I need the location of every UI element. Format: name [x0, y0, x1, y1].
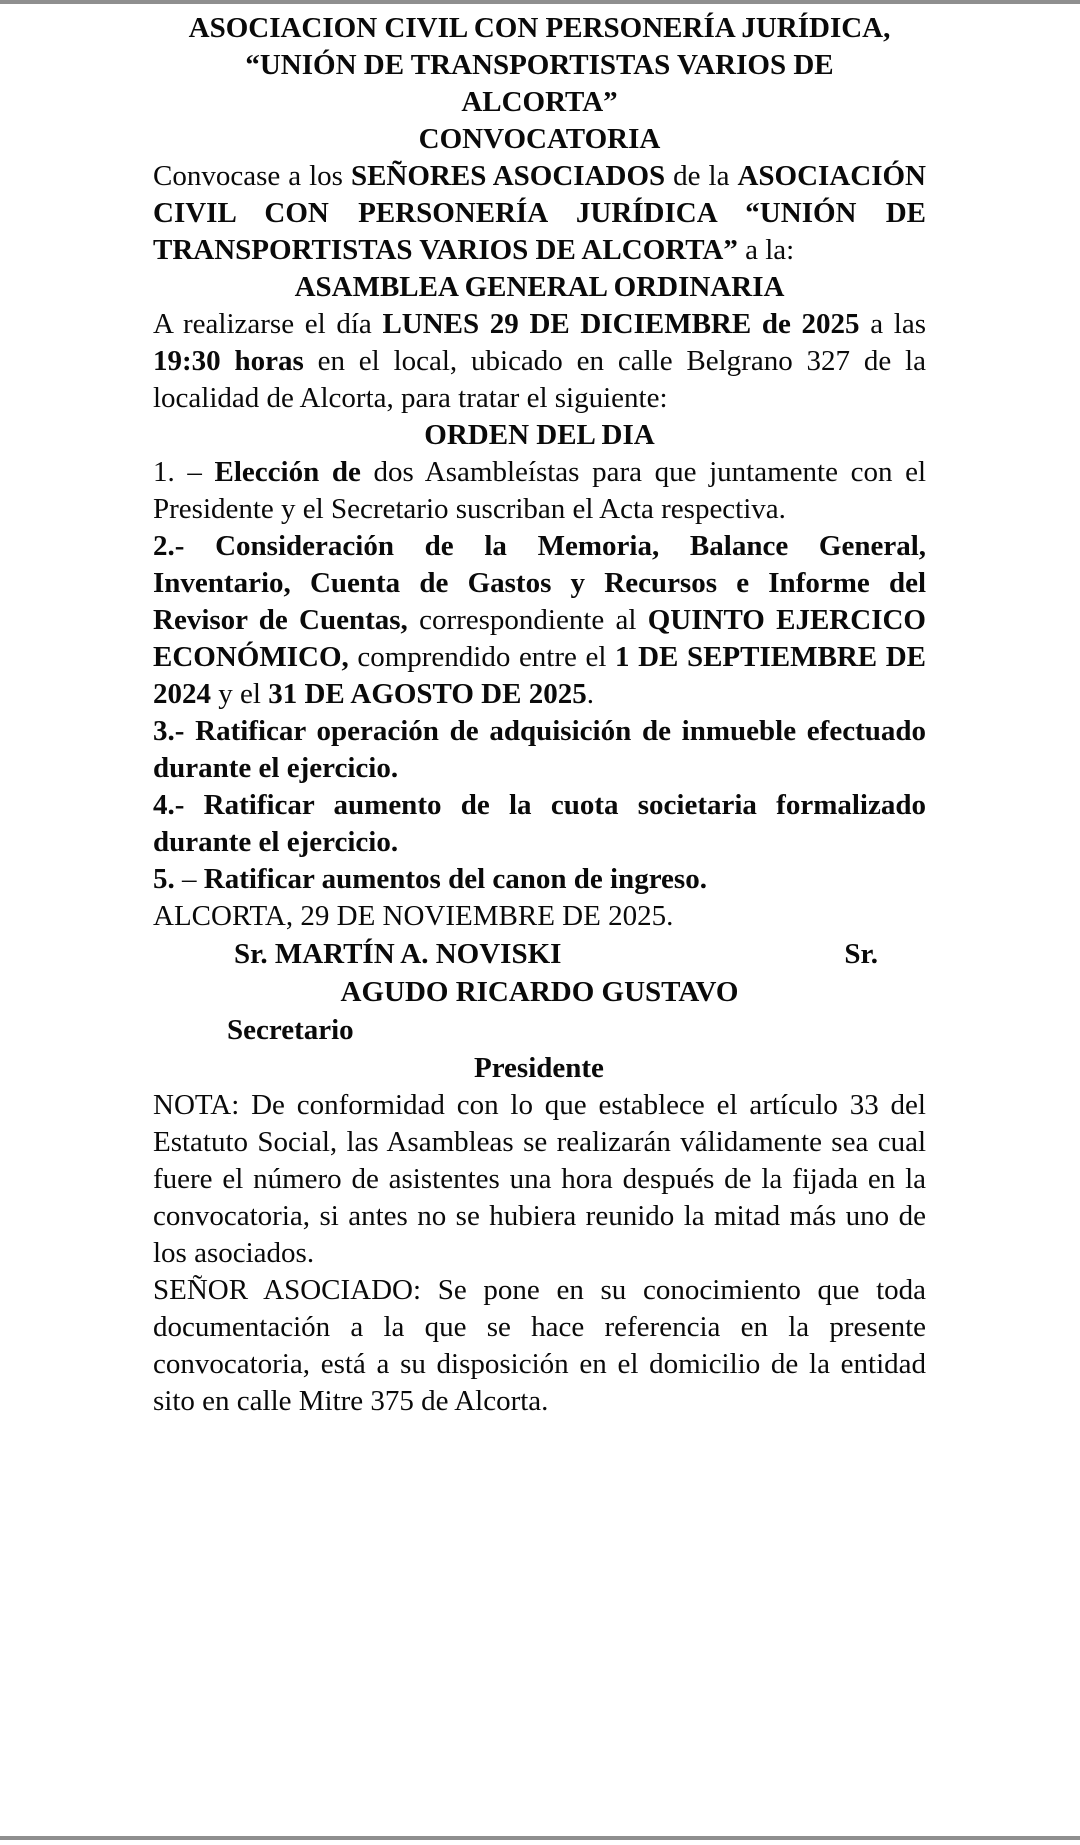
signature-block: [153, 935, 926, 1087]
orden-item-5: 5. – Ratificar aumentos del canon de ingreso.: [153, 863, 707, 895]
signature-role-presidente: Presidente: [474, 1052, 604, 1084]
place-date-line: ALCORTA, 29 DE NOVIEMBRE DE 2025.: [153, 900, 674, 932]
heading-convocatoria: CONVOCATORIA: [418, 123, 661, 155]
orden-item-3: 3.- Ratificar operación de adquisición de inmueble efectuado durante el ejercicio.: [153, 715, 926, 784]
para-nota: NOTA: De conformidad con lo que establece el artículo 33 del Estatuto Social, las Asambleas se realizarán válidamente sea cual fuere el número de asistentes una hora después de la fijada en la convocatoria, si antes no se hubiera reunido la mitad más uno de los asociados.: [153, 1089, 926, 1269]
document-content: [153, 10, 926, 1420]
document-title: ASOCIACION CIVIL CON PERSONERÍA JURÍDICA, “UNIÓN DE TRANSPORTISTAS VARIOS DE ALCORTA”: [188, 12, 891, 118]
signature-sr-right: Sr.: [844, 938, 878, 970]
heading-asamblea-general: ASAMBLEA GENERAL ORDINARIA: [294, 271, 785, 303]
orden-item-2: 2.- Consideración de la Memoria, Balance General, Inventario, Cuenta de Gastos y Recursos e Informe del Revisor de Cuentas, correspondiente al QUINTO EJERCICO ECONÓMICO, comprendido entre el 1 DE SEPTIEMBRE DE 2024 y el 31 DE AGOSTO DE 2025.: [153, 530, 926, 710]
signature-row-1: [153, 935, 926, 973]
bottom-scan-border: [0, 1836, 1080, 1840]
signature-role-secretario: Secretario: [227, 1014, 354, 1046]
top-scan-border: [0, 0, 1080, 4]
signature-name-noviski: Sr. MARTÍN A. NOVISKI: [234, 938, 562, 970]
para-convocase: Convocase a los SEÑORES ASOCIADOS de la ASOCIACIÓN CIVIL CON PERSONERÍA JURÍDICA “UNIÓN DE TRANSPORTISTAS VARIOS DE ALCORTA” a la:: [153, 160, 926, 266]
orden-item-4: 4.- Ratificar aumento de la cuota societaria formalizado durante el ejercicio.: [153, 789, 926, 858]
signature-name-agudo: AGUDO RICARDO GUSTAVO: [340, 976, 739, 1008]
heading-orden-del-dia: ORDEN DEL DIA: [424, 419, 655, 451]
para-senor-asociado: SEÑOR ASOCIADO: Se pone en su conocimiento que toda documentación a la que se hace referencia en la presente convocatoria, está a su disposición en el domicilio de la entidad sito en calle Mitre 375 de Alcorta.: [153, 1274, 926, 1417]
orden-item-1: 1. – Elección de dos Asambleístas para que juntamente con el Presidente y el Secretario suscriban el Acta respectiva.: [153, 456, 927, 525]
para-realizarse: A realizarse el día LUNES 29 DE DICIEMBRE de 2025 a las 19:30 horas en el local, ubicado en calle Belgrano 327 de la localidad de Alcorta, para tratar el siguiente:: [153, 308, 926, 414]
